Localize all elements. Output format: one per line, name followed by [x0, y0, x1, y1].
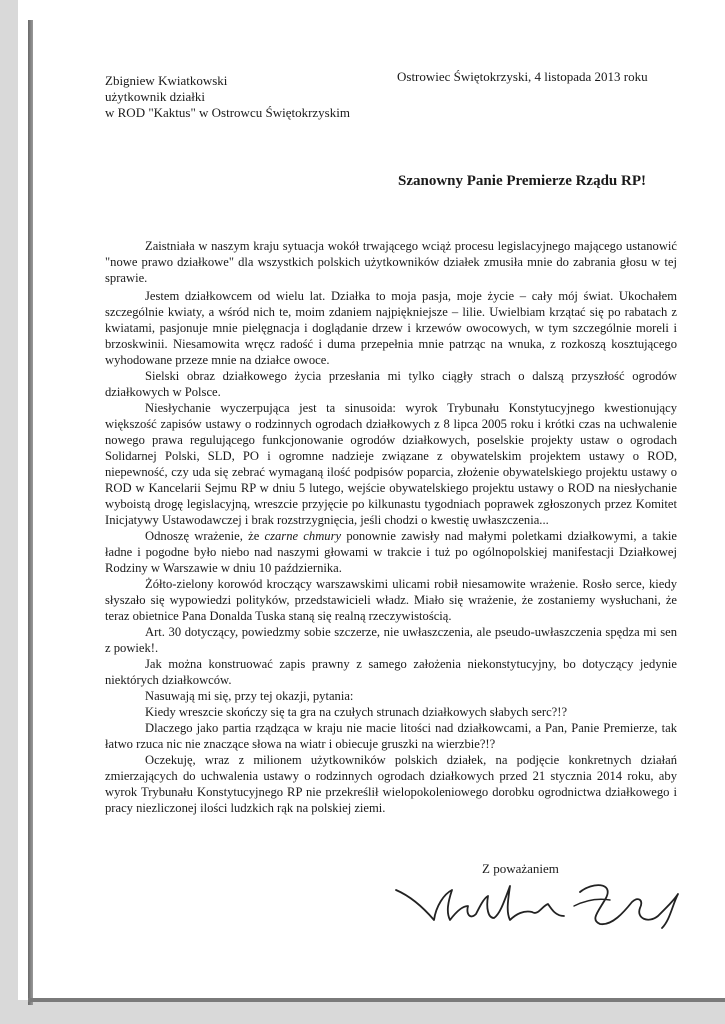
handwritten-signature: [392, 876, 682, 936]
sender-block: [105, 73, 350, 121]
paragraph: Zaistniała w naszym kraju sytuacja wokół trwającego wciąż procesu legislacyjnego mającego ustanowić "nowe prawo działkowe" dla wszystkich polskich użytkowników działek zmusiła mnie do zabrania głosu w tej sprawie.: [105, 239, 677, 285]
paragraph: Oczekuję, wraz z milionem użytkowników polskich działek, na podjęcie konkretnych działań zmierzających do uchwalenia ustawy o rodzinnych ogrodach działkowych przed 21 stycznia 2014 roku, aby wyrok Trybunału Konstytucyjnego RP nie przekreślił wielopokoleniowego dorobku ogrodnictwa działkowego i pracy niezliczonej ilości ludzkich rąk na polskiej ziemi.: [105, 753, 677, 815]
paragraph: Żółto-zielony korowód kroczący warszawskimi ulicami robił niesamowite wrażenie. Rosło serce, kiedy słyszało się wypowiedzi polityków, przedstawicieli władz. Miało się wrażenie, że zostaniemy wysłuchani, że teraz obietnice Pana Donalda Tuska staną się realną rzeczywistością.: [105, 577, 677, 623]
paragraph: Niesłychanie wyczerpująca jest ta sinusoida: wyrok Trybunału Konstytucyjnego kwestionujący większość zapisów ustawy o rodzinnych ogrodach działkowych z 8 lipca 2005 roku i krótki czas na uchwalenie nowego prawa regulującego funkcjonowanie ogrodów działkowych, poselskie projekty ustaw o ogrodach Solidarnej Polski, SLD, PO i ogromne nadzieje związane z obywatelskim projektem ustawy o ROD, niepewność, czy uda się zebrać wymaganą ilość podpisów poparcia, złożenie obywatelskiego projektu ustawy o ROD w Kancelarii Sejmu RP w dniu 5 lutego, wejście obywatelskiego projektu ustawy o ROD na niesłychanie wyboistą drogę legislacyjną, wreszcie przyjęcie po kilkunastu tygodniach poprawek zgłoszonych przez Komitet Inicjatywy Ustawodawczej i brak rozstrzygnięcia, jeśli chodzi o kwestię uwłaszczenia...: [105, 401, 677, 527]
place-and-date: Ostrowiec Świętokrzyski, 4 listopada 2013 roku: [397, 69, 648, 84]
paragraph: Odnoszę wrażenie, że czarne chmury ponownie zawisły nad małymi poletkami działkowymi, a takie ładne i pogodne było niebo nad naszymi głowami w trakcie i tuż po ogólnopolskiej manifestacji Działkowej Rodziny w Warszawie w dniu 10 października.: [105, 529, 677, 575]
paragraph: Kiedy wreszcie skończy się ta gra na czułych strunach działkowych słabych serc?!?: [145, 705, 568, 719]
sender-garden: w ROD "Kaktus" w Ostrowcu Świętokrzyskim: [105, 105, 350, 120]
letter-body: [105, 238, 677, 816]
page-bottom-shadow: [28, 998, 725, 1002]
paragraph: Jak można konstruować zapis prawny z samego założenia niekonstytucyjny, bo dotyczący jedynie niektórych działkowców.: [105, 657, 677, 687]
paragraph: Nasuwają mi się, przy tej okazji, pytania:: [145, 689, 354, 703]
paragraph: Jestem działkowcem od wielu lat. Działka to moja pasja, moje życie – cały mój świat. Ukochałem szczególnie kwiaty, a wśród nich te, moim zdaniem najpiękniejsze – lilie. Uwielbiam krzątać się po rabatach z kwiatami, pasjonuje mnie pielęgnacja i doglądanie drzew i krzewów owocowych, w tym szczególnie moreli i brzoskwinii. Niesamowita wręcz radość i duma przepełnia mnie patrząc na wnuka, z rozkoszą kosztującego wyhodowane przeze mnie na działce owoce.: [105, 289, 677, 367]
sender-name: Zbigniew Kwiatkowski: [105, 73, 228, 88]
italic-phrase: czarne chmury: [264, 529, 342, 543]
paragraph: Art. 30 dotyczący, powiedzmy sobie szczerze, nie uwłaszczenia, ale pseudo-uwłaszczenia spędza mi sen z powiek!.: [105, 625, 677, 655]
paragraph: Sielski obraz działkowego życia przesłania mi tylko ciągły strach o dalszą przyszłość ogrodów działkowych w Polsce.: [105, 369, 677, 399]
salutation: Szanowny Panie Premierze Rządu RP!: [398, 173, 647, 189]
closing-phrase: Z poważaniem: [482, 861, 559, 876]
paragraph: Dlaczego jako partia rządząca w kraju nie macie litości nad działkowcami, a Pan, Panie Premierze, tak łatwo rzuca nic nie znaczące słowa na wiatr i obiecuje gruszki na wierzbie?!?: [105, 721, 677, 751]
sender-role: użytkownik działki: [105, 89, 206, 104]
page-left-shadow: [28, 20, 33, 1005]
